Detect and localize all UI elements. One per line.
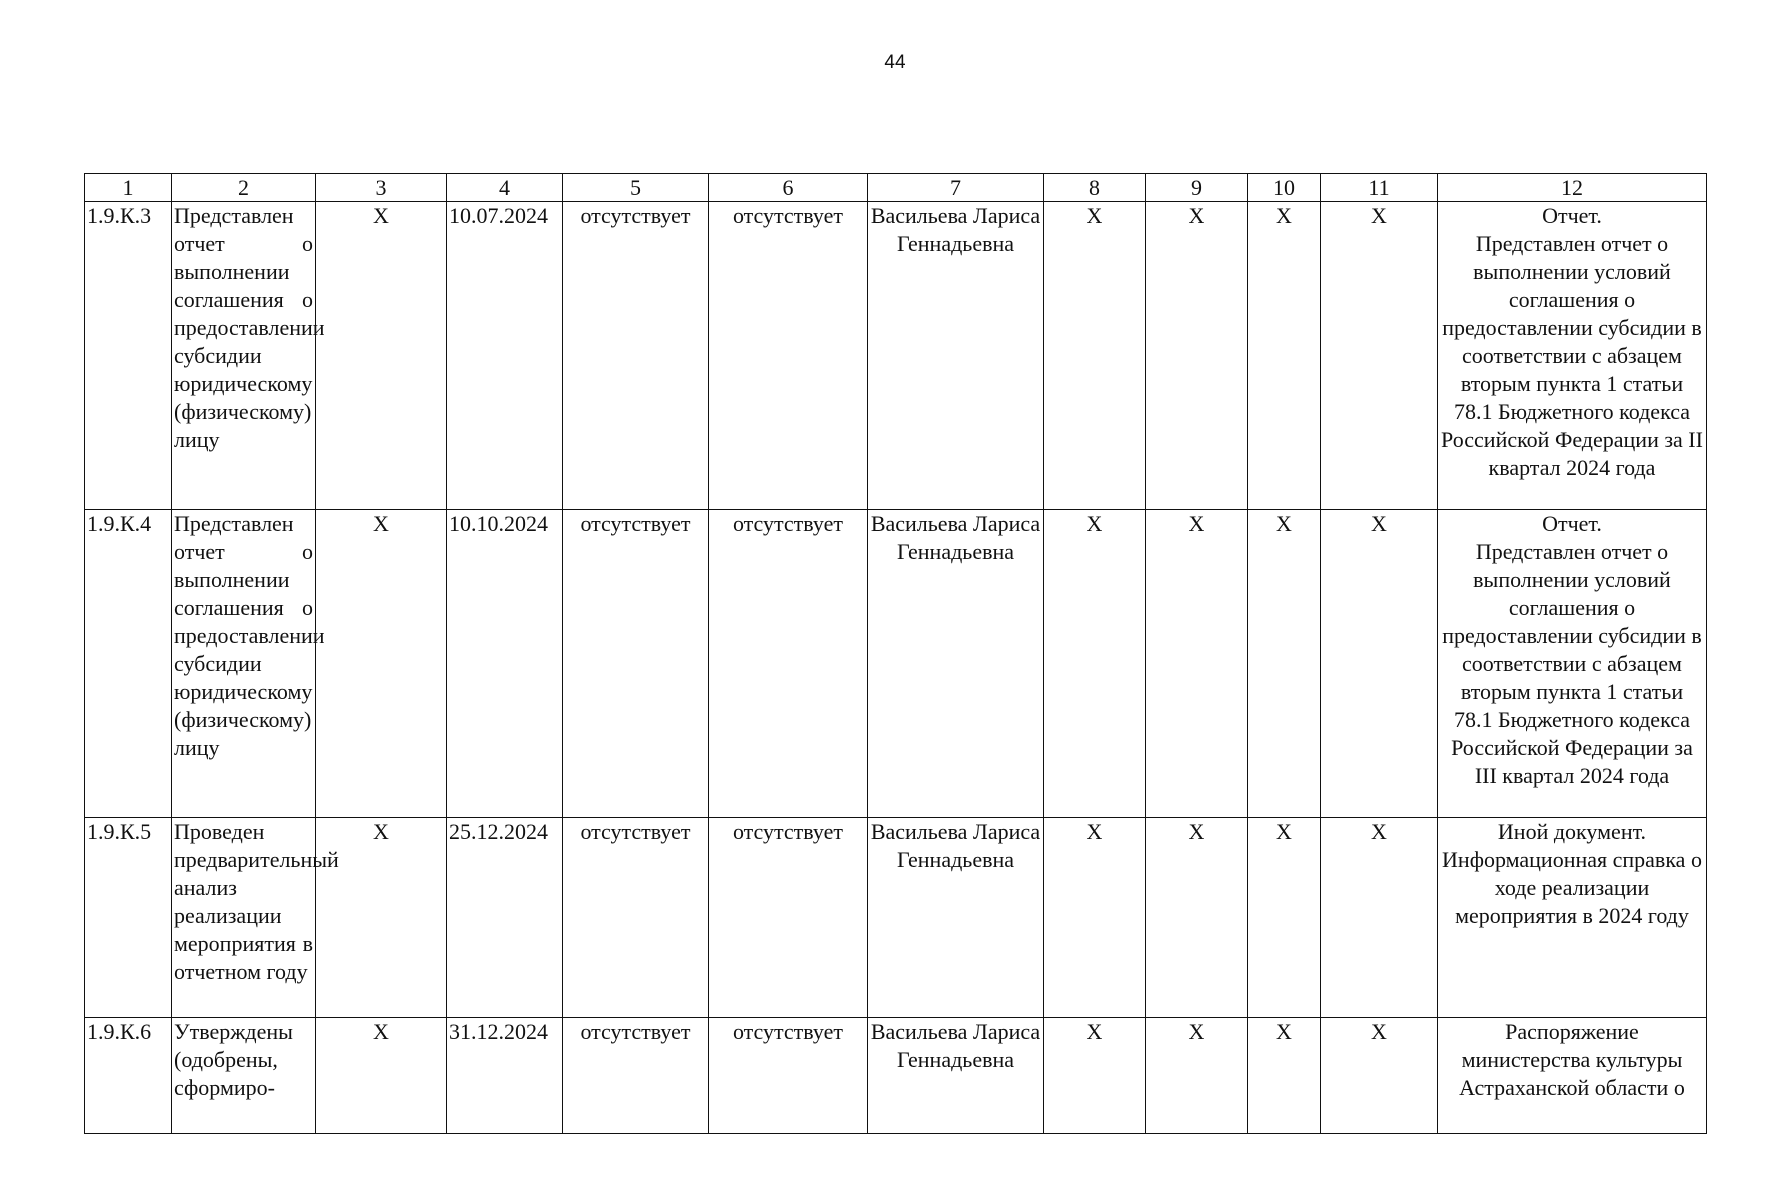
column-number: 1 (85, 174, 172, 202)
table-row (85, 818, 1707, 1018)
row-code: 1.9.К.4 (85, 510, 172, 818)
column-number: 3 (316, 174, 447, 202)
date-cell: 10.07.2024 (447, 202, 563, 510)
page-number: 44 (884, 52, 906, 73)
responsible-person: Васильева Лариса Геннадьевна (868, 510, 1044, 818)
column-number: 9 (1146, 174, 1248, 202)
date-cell: 10.10.2024 (447, 510, 563, 818)
column-number: 12 (1438, 174, 1707, 202)
date-cell: 31.12.2024 (447, 1018, 563, 1134)
event-description: Представлен отчет о выполнении соглашения о предоставлении субсидии юридическому (физическому) лицу (172, 202, 316, 510)
event-description: Утверждены (одобрены, сформиро- (172, 1018, 316, 1134)
plan-table (84, 173, 1707, 1134)
column-number: 5 (563, 174, 709, 202)
cell-x: X (1248, 1018, 1321, 1134)
cell-x: X (1146, 1018, 1248, 1134)
absent-cell: отсутствует (709, 510, 868, 818)
date-cell: 25.12.2024 (447, 818, 563, 1018)
cell-x: X (1146, 510, 1248, 818)
row-code: 1.9.К.5 (85, 818, 172, 1018)
event-description: Проведен предварительный анализ реализации мероприятия в отчетном году (172, 818, 316, 1018)
responsible-person: Васильева Лариса Геннадьевна (868, 202, 1044, 510)
row-code: 1.9.К.3 (85, 202, 172, 510)
column-number: 6 (709, 174, 868, 202)
cell-x: X (316, 1018, 447, 1134)
absent-cell: отсутствует (563, 202, 709, 510)
absent-cell: отсутствует (563, 1018, 709, 1134)
cell-x: X (1321, 202, 1438, 510)
absent-cell: отсутствует (709, 1018, 868, 1134)
cell-x: X (1044, 202, 1146, 510)
cell-x: X (1248, 202, 1321, 510)
absent-cell: отсутствует (563, 818, 709, 1018)
result-description: Отчет. Представлен отчет о выполнении условий соглашения о предоставлении субсидии в соответствии с абзацем вторым пункта 1 статьи 78.1 Бюджетного кодекса Российской Федерации за III квартал 2024 года (1438, 510, 1707, 818)
table-row (85, 510, 1707, 818)
cell-x: X (1146, 202, 1248, 510)
column-number-row (85, 174, 1707, 202)
responsible-person: Васильева Лариса Геннадьевна (868, 818, 1044, 1018)
column-number: 10 (1248, 174, 1321, 202)
cell-x: X (1044, 510, 1146, 818)
result-description: Распоряжение министерства культуры Астраханской области о (1438, 1018, 1707, 1134)
cell-x: X (316, 202, 447, 510)
column-number: 11 (1321, 174, 1438, 202)
responsible-person: Васильева Лариса Геннадьевна (868, 1018, 1044, 1134)
absent-cell: отсутствует (709, 202, 868, 510)
column-number: 2 (172, 174, 316, 202)
column-number: 4 (447, 174, 563, 202)
cell-x: X (1146, 818, 1248, 1018)
cell-x: X (1044, 818, 1146, 1018)
result-description: Иной документ. Информационная справка о ходе реализации мероприятия в 2024 году (1438, 818, 1707, 1018)
cell-x: X (316, 510, 447, 818)
cell-x: X (1321, 510, 1438, 818)
result-description: Отчет. Представлен отчет о выполнении условий соглашения о предоставлении субсидии в соответствии с абзацем вторым пункта 1 статьи 78.1 Бюджетного кодекса Российской Федерации за II квартал 2024 года (1438, 202, 1707, 510)
cell-x: X (1044, 1018, 1146, 1134)
table-row (85, 1018, 1707, 1134)
cell-x: X (1248, 818, 1321, 1018)
column-number: 7 (868, 174, 1044, 202)
column-number: 8 (1044, 174, 1146, 202)
cell-x: X (1321, 818, 1438, 1018)
row-code: 1.9.К.6 (85, 1018, 172, 1134)
event-description: Представлен отчет о выполнении соглашения о предоставлении субсидии юридическому (физическому) лицу (172, 510, 316, 818)
cell-x: X (316, 818, 447, 1018)
cell-x: X (1321, 1018, 1438, 1134)
absent-cell: отсутствует (563, 510, 709, 818)
absent-cell: отсутствует (709, 818, 868, 1018)
cell-x: X (1248, 510, 1321, 818)
table-row (85, 202, 1707, 510)
